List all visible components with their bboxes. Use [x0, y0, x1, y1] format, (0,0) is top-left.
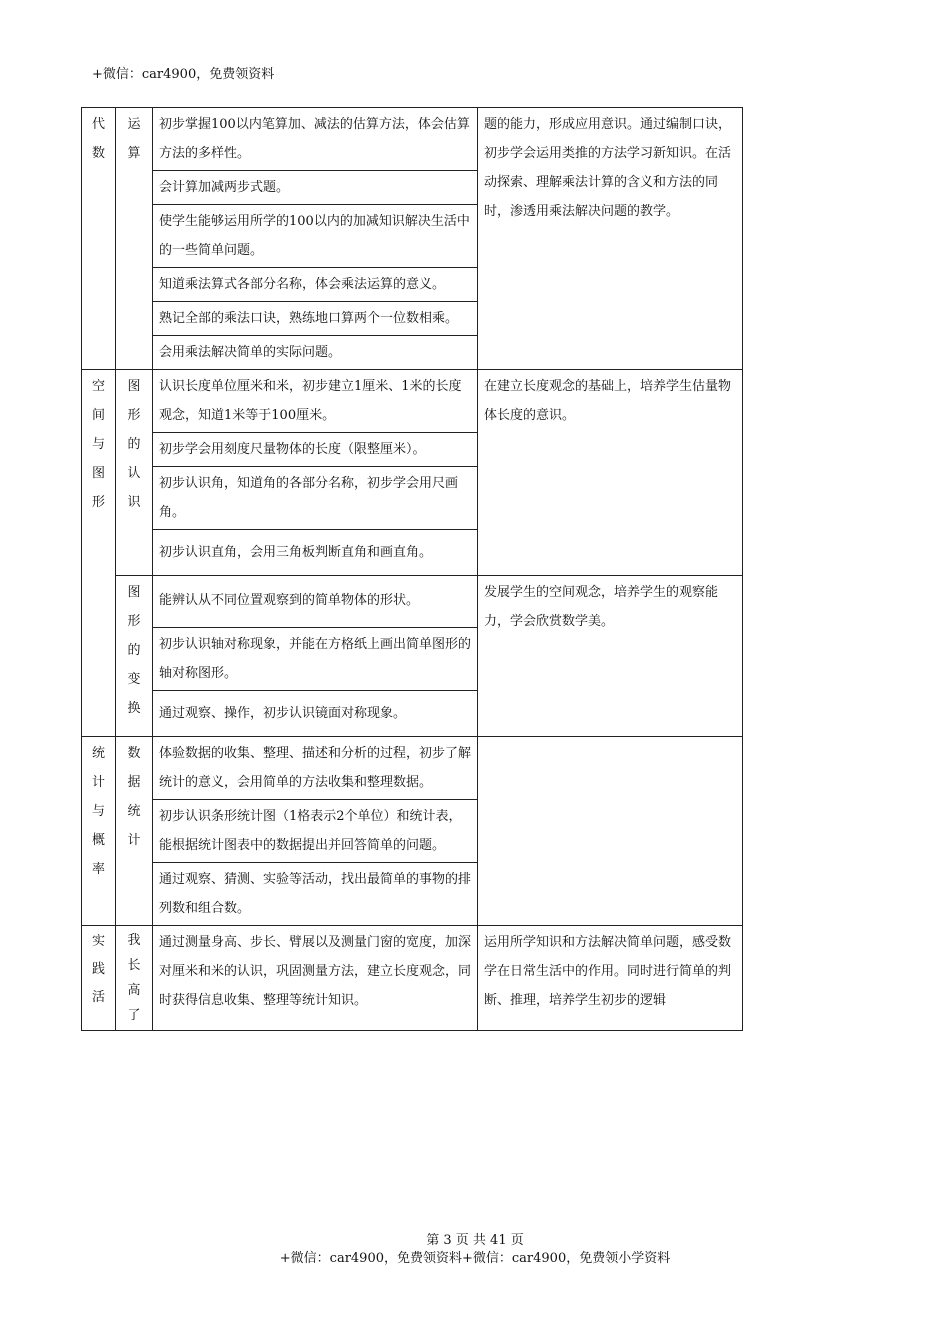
goal-cell: 通过测量身高、步长、臂展以及测量门窗的宽度，加深对厘米和米的认识，巩固测量方法，建立长度观念，同时获得信息收集、整理等统计知识。: [153, 926, 478, 1031]
subdomain-cell-transform: 图形的变换: [116, 576, 153, 737]
goal-cell: 熟记全部的乘法口诀，熟练地口算两个一位数相乘。: [153, 302, 478, 336]
goal-cell: 初步学会用刻度尺量物体的长度（限整厘米）。: [153, 433, 478, 467]
note-cell-recognition: 在建立长度观念的基础上，培养学生估量物体长度的意识。: [478, 370, 743, 576]
footer-note: +微信：car4900，免费领资料+微信：car4900，免费领小学资料: [279, 1251, 671, 1266]
table-row: [82, 576, 743, 628]
goal-cell: 会计算加减两步式题。: [153, 171, 478, 205]
goal-cell: 初步掌握100以内笔算加、减法的估算方法，体会估算方法的多样性。: [153, 108, 478, 171]
header-note: +微信：car4900，免费领资料: [92, 67, 275, 82]
table-row: [82, 370, 743, 433]
goal-cell: 通过观察、操作，初步认识镜面对称现象。: [153, 691, 478, 737]
domain-cell-algebra: 代数: [82, 108, 116, 370]
curriculum-table: [81, 107, 743, 1031]
note-cell-algebra: 题的能力，形成应用意识。通过编制口诀，初步学会运用类推的方法学习新知识。在活动探索、理解乘法计算的含义和方法的同时，渗透用乘法解决问题的教学。: [478, 108, 743, 370]
goal-cell: 初步认识轴对称现象，并能在方格纸上画出简单图形的轴对称图形。: [153, 628, 478, 691]
table-row: [82, 108, 743, 171]
domain-cell-statistics: 统计与概率: [82, 737, 116, 926]
goal-cell: 能辨认从不同位置观察到的简单物体的形状。: [153, 576, 478, 628]
goal-cell: 体验数据的收集、整理、描述和分析的过程，初步了解统计的意义，会用简单的方法收集和整理数据。: [153, 737, 478, 800]
goal-cell: 初步认识角，知道角的各部分名称，初步学会用尺画角。: [153, 467, 478, 530]
table-row: [82, 926, 743, 1031]
table-row: [82, 737, 743, 800]
domain-cell-practice: 实践活: [82, 926, 116, 1031]
subdomain-cell-recognition: 图形的认识: [116, 370, 153, 576]
goal-cell: 初步认识直角，会用三角板判断直角和画直角。: [153, 530, 478, 576]
note-cell-practice: 运用所学知识和方法解决简单问题，感受数学在日常生活中的作用。同时进行简单的判断、推理，培养学生初步的逻辑: [478, 926, 743, 1031]
subdomain-cell-growth: 我长高了: [116, 926, 153, 1031]
subdomain-cell-operation: 运算: [116, 108, 153, 370]
page-number: 第 3 页 共 41 页: [426, 1233, 524, 1248]
goal-cell: 会用乘法解决简单的实际问题。: [153, 336, 478, 370]
goal-cell: 初步认识条形统计图（1格表示2个单位）和统计表，能根据统计图表中的数据提出并回答简单的问题。: [153, 800, 478, 863]
goal-cell: 知道乘法算式各部分名称，体会乘法运算的意义。: [153, 268, 478, 302]
goal-cell: 使学生能够运用所学的100以内的加减知识解决生活中的一些简单问题。: [153, 205, 478, 268]
subdomain-cell-data: 数据统计: [116, 737, 153, 926]
goal-cell: 通过观察、猜测、实验等活动，找出最简单的事物的排列数和组合数。: [153, 863, 478, 926]
note-cell-transform: 发展学生的空间观念，培养学生的观察能力，学会欣赏数学美。: [478, 576, 743, 737]
goal-cell: 认识长度单位厘米和米，初步建立1厘米、1米的长度观念，知道1米等于100厘米。: [153, 370, 478, 433]
domain-cell-geometry: 空间与图形: [82, 370, 116, 737]
note-cell-statistics: [478, 737, 743, 926]
